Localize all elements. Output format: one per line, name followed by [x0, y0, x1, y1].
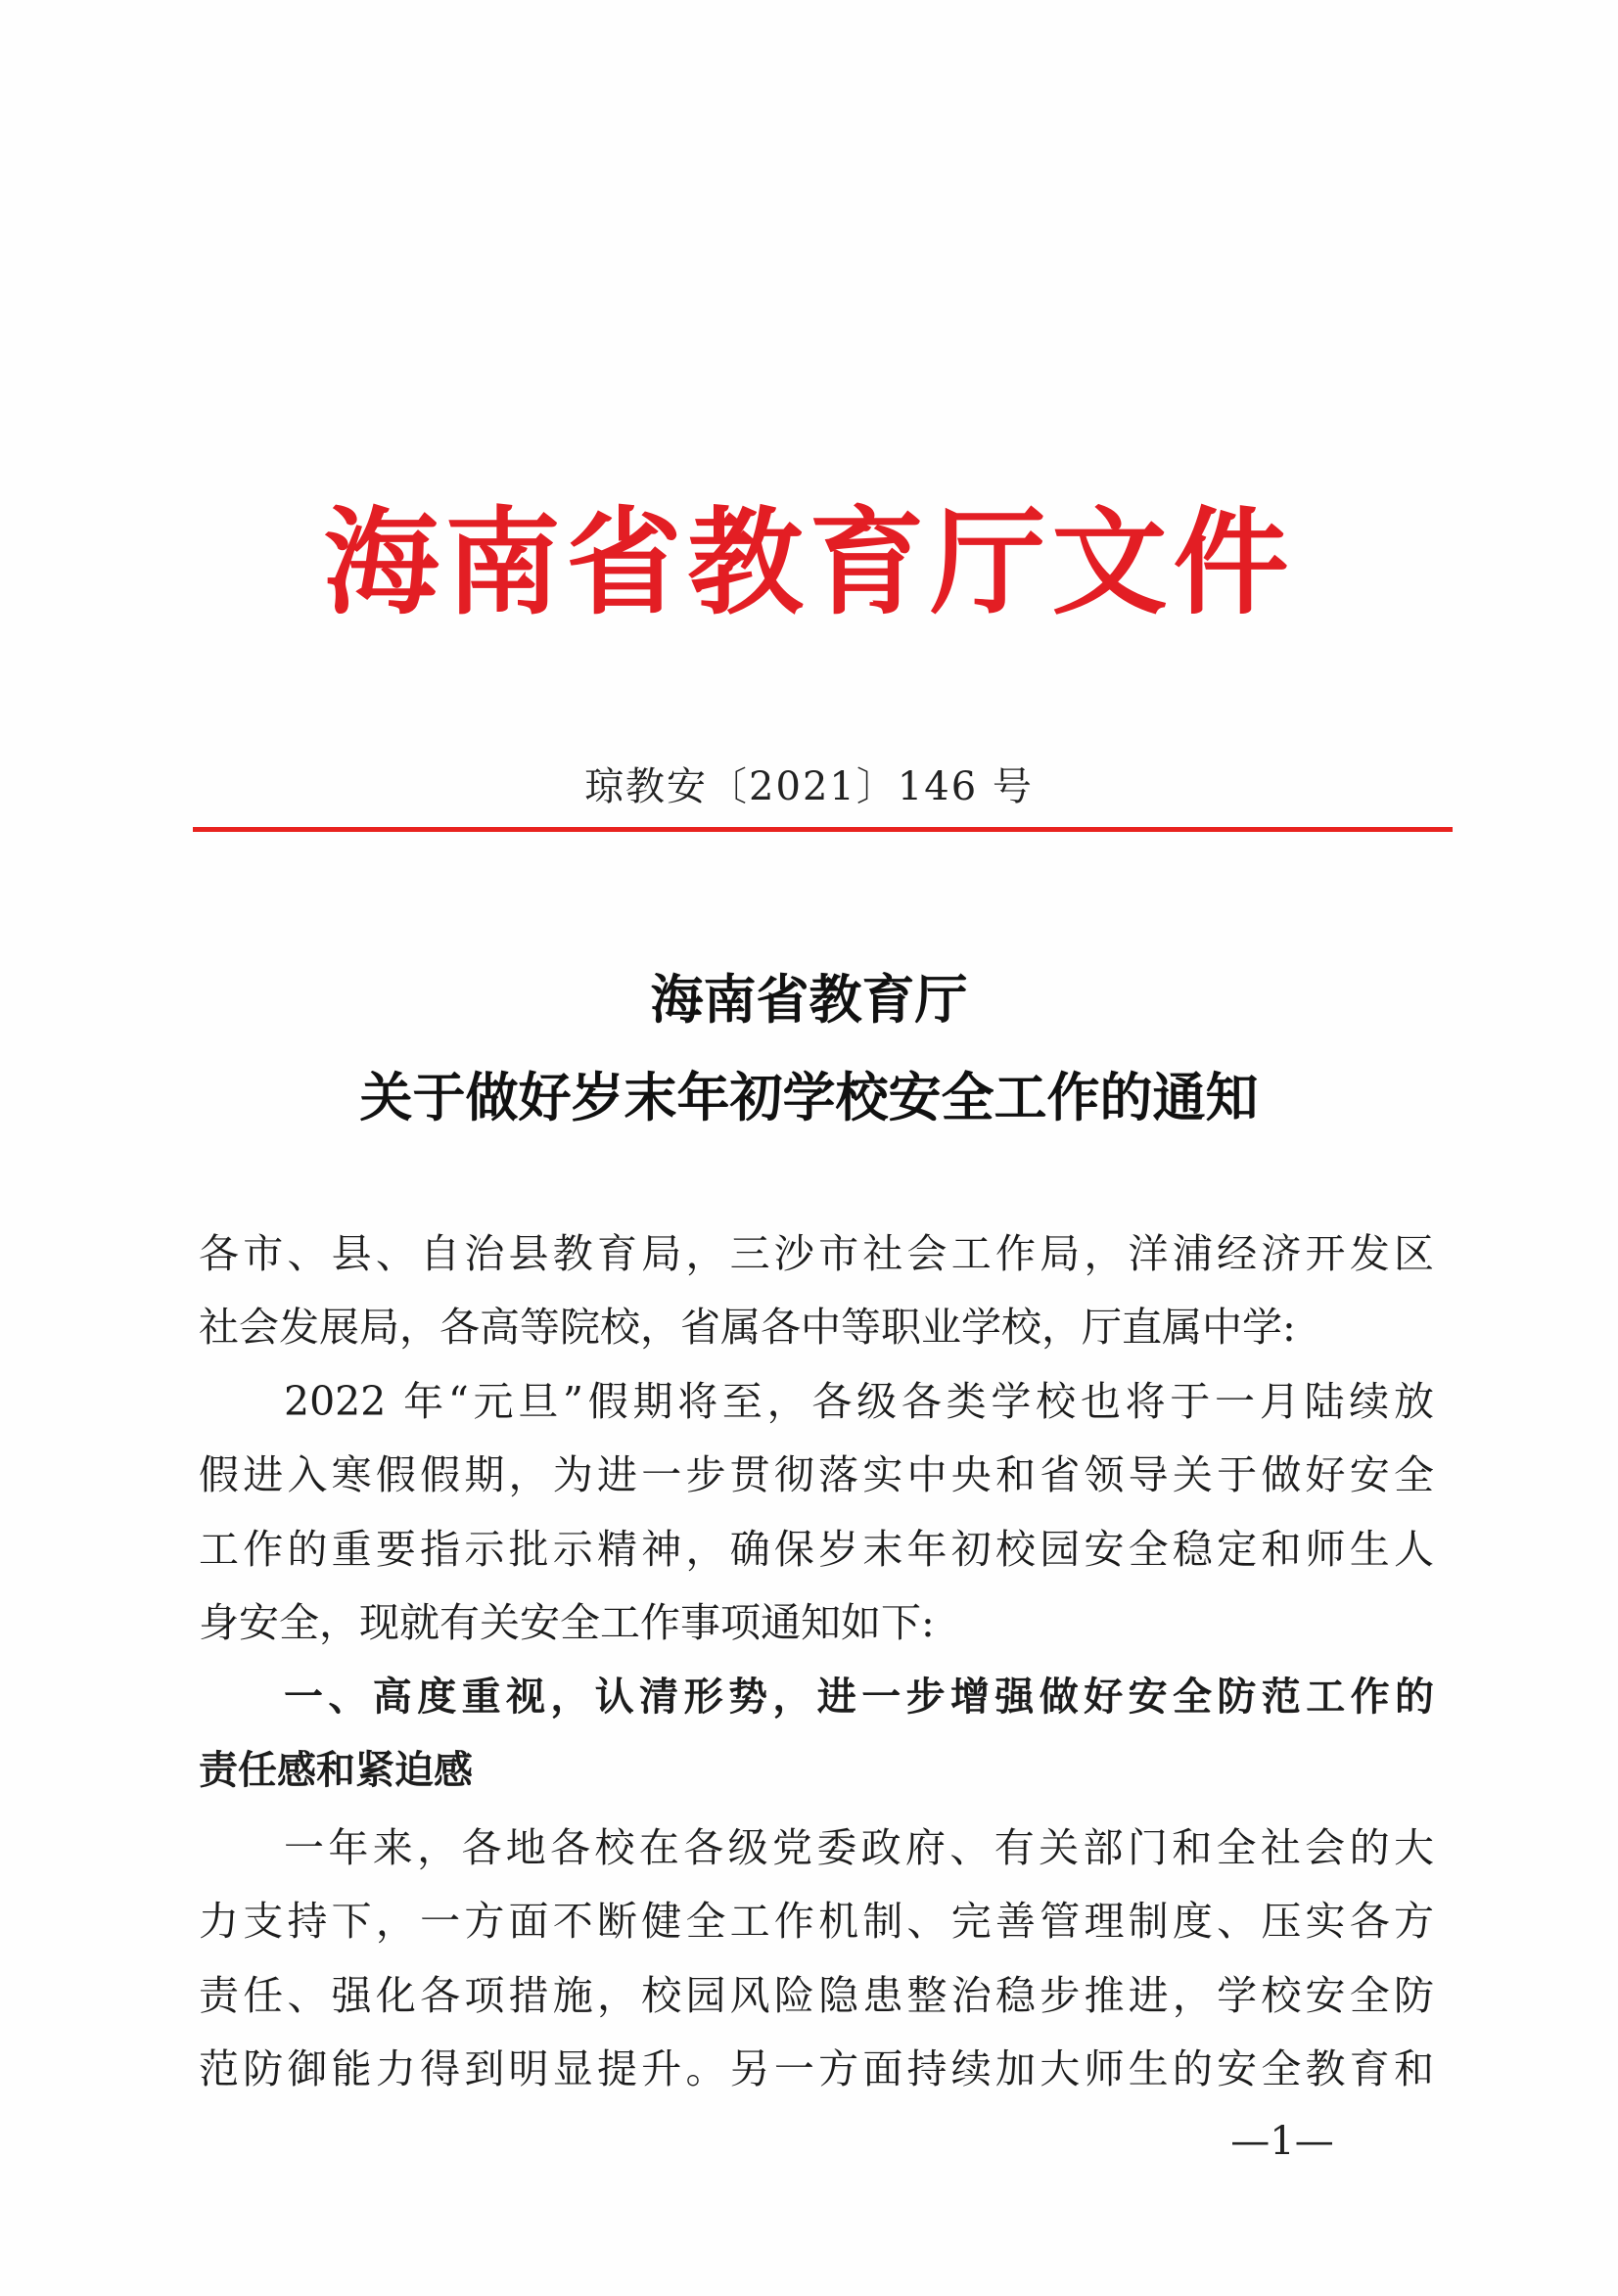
paragraph-line: 力支持下，一方面不断健全工作机制、完善管理制度、压实各方 [199, 1898, 1434, 1945]
paragraph-line: 工作的重要指示批示精神，确保岁末年初校园安全稳定和师生人 [199, 1526, 1434, 1573]
notice-title-line1: 海南省教育厅 [650, 968, 968, 1031]
notice-title-line2: 关于做好岁末年初学校安全工作的通知 [359, 1066, 1259, 1128]
recipients-line: 社会发展局，各高等院校，省属各中等职业学校，厅直属中学: [199, 1304, 1296, 1351]
section-heading-line: 一、高度重视，认清形势，进一步增强做好安全防范工作的 [284, 1675, 1434, 1720]
document-number: 琼教安〔2021〕146 号 [584, 764, 1034, 809]
page-number: —1— [1230, 2119, 1334, 2164]
section-heading-line: 责任感和紧迫感 [199, 1748, 473, 1793]
paragraph-line: 范防御能力得到明显提升。另一方面持续加大师生的安全教育和 [199, 2045, 1434, 2092]
paragraph-line: 责任、强化各项措施，校园风险隐患整治稳步推进，学校安全防 [199, 1972, 1434, 2019]
red-divider-line [193, 827, 1453, 832]
recipients-line: 各市、县、自治县教育局，三沙市社会工作局，洋浦经济开发区 [199, 1230, 1434, 1277]
paragraph-line: 假进入寒假假期，为进一步贯彻落实中央和省领导关于做好安全 [199, 1451, 1434, 1498]
paragraph-line: 2022 年“元旦”假期将至，各级各类学校也将于一月陆续放 [284, 1378, 1434, 1425]
paragraph-line: 身安全，现就有关安全工作事项通知如下: [199, 1599, 935, 1646]
paragraph-line: 一年来，各地各校在各级党委政府、有关部门和全社会的大 [284, 1824, 1434, 1871]
red-header-title: 海南省教育厅文件 [323, 494, 1295, 630]
